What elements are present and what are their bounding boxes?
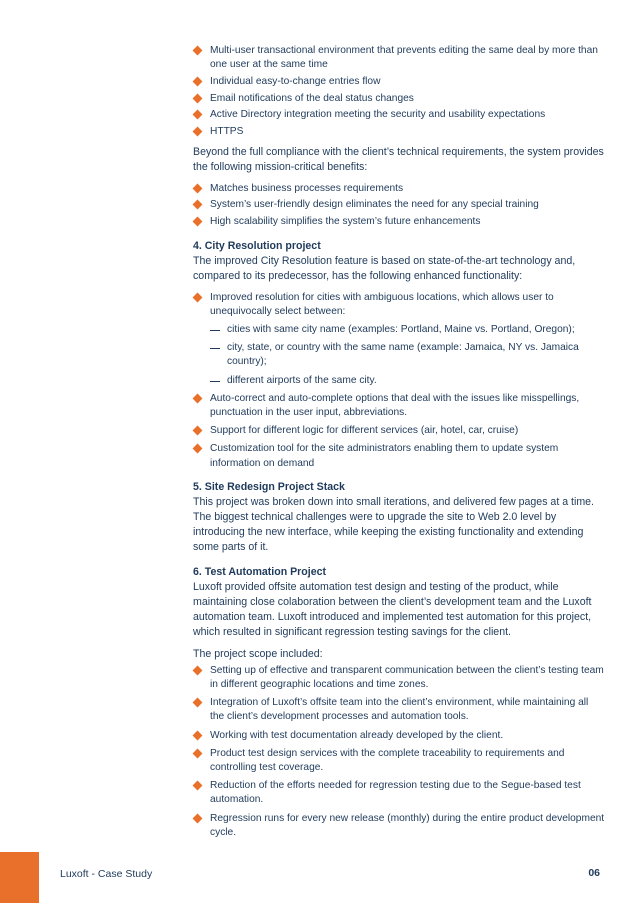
diamond-bullet-icon [193,748,203,758]
diamond-bullet-icon [193,200,203,210]
section-body: This project was broken down into small iterations, and delivered few pages at a time. The biggest technical challenges were to upgrade the site to Web 2.0 level by introducing the new interface, while keeping the existing functionality and extending some parts of it. [193,495,595,554]
diamond-bullet-icon [193,698,203,708]
section-heading: 4. City Resolution project [193,240,321,253]
diamond-bullet-icon [193,93,203,103]
list-item: Integration of Luxoft’s offsite team into the client’s environment, while maintaining all the client’s development processes and automation tools. [193,696,605,724]
list-item: System’s user-friendly design eliminates the need for any special training [193,198,605,212]
section-test-automation [193,565,605,840]
scope-list [193,664,605,840]
footer-title: Luxoft - Case Study [60,868,153,880]
scope-label: The project scope included: [193,647,323,660]
sub-list-item: cities with same city name (examples: Portland, Maine vs. Portland, Oregon); [210,323,605,337]
list-item: Active Directory integration meeting the security and usability expectations [193,108,605,122]
page-number: 06 [588,867,600,879]
feature-list [193,44,605,139]
list-item: Matches business processes requirements [193,182,605,196]
document-body [193,44,605,849]
section-intro: The improved City Resolution feature is based on state-of-the-art technology and, compared to its predecessor, has the following enhanced functionality: [193,255,576,283]
list-item: HTTPS [193,125,605,139]
benefits-list [193,182,605,230]
dash-bullet-icon [210,348,220,349]
diamond-bullet-icon [193,292,203,302]
footer-accent-bar [0,852,39,903]
list-item: High scalability simplifies the system’s future enhancements [193,215,605,229]
diamond-bullet-icon [193,730,203,740]
list-item: Working with test documentation already developed by the client. [193,729,605,743]
list-item: Reduction of the efforts needed for regression testing due to the Segue-based test automation. [193,779,605,807]
list-item: Customization tool for the site administrators enabling them to update system information on demand [193,442,605,470]
diamond-bullet-icon [193,183,203,193]
section-body: Luxoft provided offsite automation test design and testing of the product, while maintaining close colaboration between the client’s development team and the Luxoft automation team. Luxoft introduced and implemented test automation for this project, which resulted in significant regression testing savings for the client. [193,580,592,639]
dash-bullet-icon [210,381,220,382]
diamond-bullet-icon [193,393,203,403]
diamond-bullet-icon [193,444,203,454]
diamond-bullet-icon [193,217,203,227]
list-item: Product test design services with the complete traceability to requirements and controlling test coverage. [193,747,605,775]
list-item: Regression runs for every new release (monthly) during the entire product development cycle. [193,812,605,840]
benefits-intro: Beyond the full compliance with the client’s technical requirements, the system provides the following mission-critical benefits: [193,146,604,174]
diamond-bullet-icon [193,813,203,823]
sub-list-item: different airports of the same city. [210,374,605,388]
section-heading: 6. Test Automation Project [193,565,327,578]
diamond-bullet-icon [193,426,203,436]
list-item: Individual easy-to-change entries flow [193,75,605,89]
list-item: Auto-correct and auto-complete options that deal with the issues like misspellings, punctuation in the user input, abbreviations. [193,392,605,420]
city-features-list [193,291,605,471]
section-site-redesign [193,480,605,556]
section-heading: 5. Site Redesign Project Stack [193,480,345,493]
diamond-bullet-icon [193,127,203,137]
sub-list [210,323,605,388]
list-item: Improved resolution for cities with ambiguous locations, which allows user to unequivocally select between: cities with same city name (examples: Portland, Maine vs. Portland, Oregon); city, state, or country with the same name (example: Jamaica, NY vs. Jamaica country); different airports of the same city. [193,291,605,388]
list-item: Support for different logic for different services (air, hotel, car, cruise) [193,424,605,438]
list-item: Multi-user transactional environment that prevents editing the same deal by more than one user at the same time [193,44,605,72]
list-item: Email notifications of the deal status changes [193,92,605,106]
sub-list-item: city, state, or country with the same name (example: Jamaica, NY vs. Jamaica country); [210,341,605,369]
list-item: Setting up of effective and transparent communication between the client’s testing team in different geographic locations and time zones. [193,664,605,692]
diamond-bullet-icon [193,665,203,675]
diamond-bullet-icon [193,76,203,86]
dash-bullet-icon [210,330,220,331]
diamond-bullet-icon [193,110,203,120]
section-city-resolution [193,239,605,471]
diamond-bullet-icon [193,46,203,56]
diamond-bullet-icon [193,781,203,791]
